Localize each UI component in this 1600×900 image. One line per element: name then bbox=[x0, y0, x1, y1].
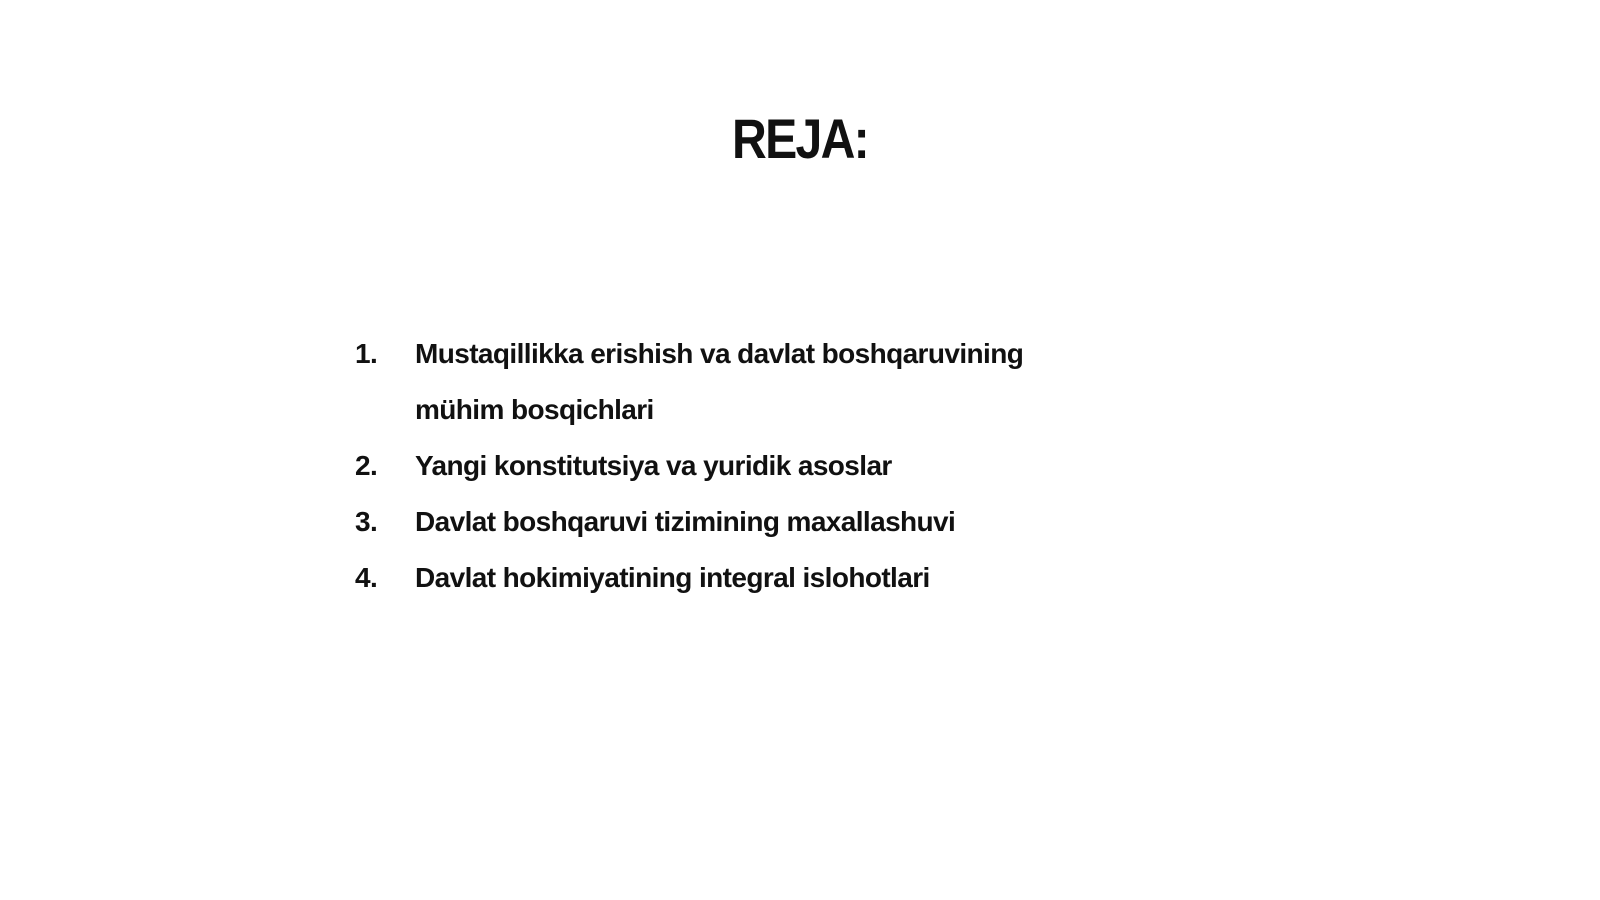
plan-item-text: Davlat hokimiyatining integral islohotlari bbox=[415, 562, 930, 593]
plan-item-text: Davlat boshqaruvi tizimining maxallashuvi bbox=[415, 506, 956, 537]
plan-item-text: Mustaqillikka erishish va davlat boshqaruvining mühim bosqichlari bbox=[415, 338, 1024, 425]
plan-item-2 bbox=[355, 438, 1255, 494]
plan-item-number: 2. bbox=[355, 450, 378, 481]
plan-item-text: Yangi konstitutsiya va yuridik asoslar bbox=[415, 450, 892, 481]
plan-item-1 bbox=[355, 326, 1255, 438]
plan-item-number: 4. bbox=[355, 562, 378, 593]
plan-item-number: 3. bbox=[355, 506, 378, 537]
plan-item-number: 1. bbox=[355, 338, 378, 369]
slide-title: REJA: bbox=[732, 107, 868, 170]
plan-item-4 bbox=[355, 550, 1255, 606]
plan-item-3 bbox=[355, 494, 1255, 550]
plan-list bbox=[355, 326, 1255, 606]
